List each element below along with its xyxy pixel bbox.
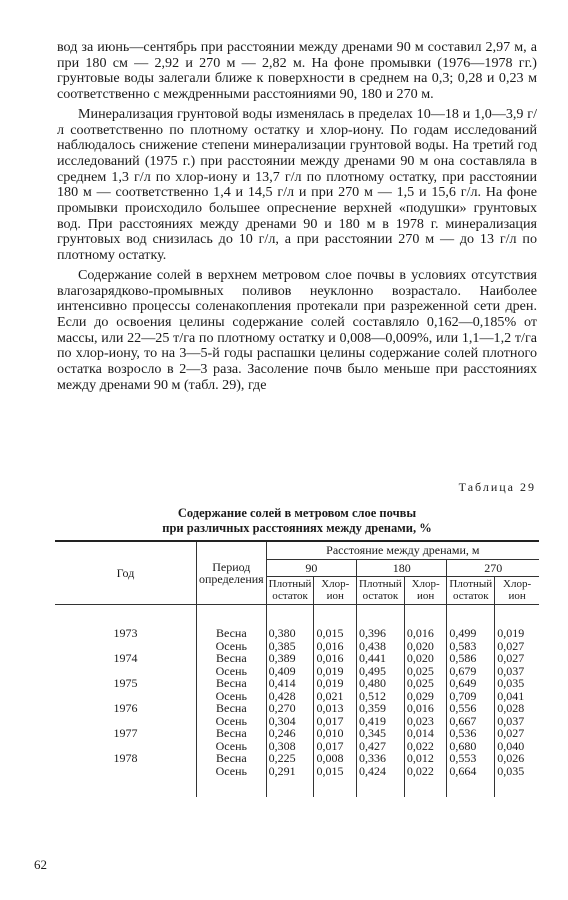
cell-dry-residue: 0,270 — [266, 702, 314, 715]
table-row — [55, 605, 539, 640]
cell-chlorine: 0,037 — [495, 715, 539, 728]
cell-dry-residue: 0,409 — [266, 665, 314, 678]
cell-dry-residue: 0,664 — [447, 765, 495, 798]
cell-chlorine: 0,029 — [404, 690, 447, 703]
cell-dry-residue: 0,680 — [447, 740, 495, 753]
cell-dry-residue: 0,556 — [447, 702, 495, 715]
cell-year: 1973 — [113, 626, 138, 640]
cell-dry-residue: 0,336 — [357, 752, 405, 765]
cell-chlorine: 0,019 — [495, 605, 539, 640]
table-row — [55, 677, 539, 690]
cell-period: Осень — [196, 715, 266, 728]
cell-dry-residue: 0,709 — [447, 690, 495, 703]
table-row — [55, 702, 539, 715]
cell-chlorine: 0,016 — [314, 640, 357, 653]
header-chlorine: Хлор-ион — [495, 577, 539, 605]
cell-dry-residue: 0,304 — [266, 715, 314, 728]
table-header — [55, 541, 539, 605]
cell-dry-residue: 0,359 — [357, 702, 405, 715]
table-row — [55, 727, 539, 740]
cell-dry-residue: 0,427 — [357, 740, 405, 753]
cell-chlorine: 0,021 — [314, 690, 357, 703]
cell-chlorine: 0,015 — [314, 765, 357, 798]
cell-chlorine: 0,035 — [495, 677, 539, 690]
header-dry-residue: Плотный остаток — [266, 577, 314, 605]
cell-chlorine: 0,014 — [404, 727, 447, 740]
cell-chlorine: 0,027 — [495, 640, 539, 653]
cell-chlorine: 0,017 — [314, 740, 357, 753]
cell-dry-residue: 0,649 — [447, 677, 495, 690]
cell-period: Осень — [196, 690, 266, 703]
cell-period: Осень — [196, 640, 266, 653]
cell-dry-residue: 0,389 — [266, 652, 314, 665]
cell-dry-residue: 0,679 — [447, 665, 495, 678]
cell-year: 1974 — [113, 651, 138, 665]
cell-chlorine: 0,017 — [314, 715, 357, 728]
cell-dry-residue: 0,438 — [357, 640, 405, 653]
cell-chlorine: 0,041 — [495, 690, 539, 703]
cell-dry-residue: 0,396 — [357, 605, 405, 640]
header-distance-180: 180 — [357, 559, 447, 577]
cell-chlorine: 0,022 — [404, 740, 447, 753]
cell-chlorine: 0,026 — [495, 752, 539, 765]
cell-period: Весна — [196, 652, 266, 665]
paragraph-salt-content: Содержание солей в верхнем метровом слое почвы в условиях отсутствия влагозарядково-промывных поливов неуклонно возрастало. Наиболее интенсивно процессы соленакопления протекали при разреженной сети дрен. Если до освоения целины содержание солей составляло 0,162—0,185% от массы, или 22—25 т/га по плотному остатку и 0,008—0,009%, или 1,1—1,2 т/га по хлор-иону, то на 3—5-й годы распашки целины содержание солей плотного остатка возросло в 2—3 раза. Засоление почв было меньше при расстояниях между дренами 90 м (табл. 29), где — [57, 266, 537, 393]
cell-period: Осень — [196, 740, 266, 753]
cell-chlorine: 0,019 — [314, 677, 357, 690]
header-dry-residue: Плотный остаток — [357, 577, 405, 605]
cell-dry-residue: 0,246 — [266, 727, 314, 740]
cell-year: 1976 — [113, 701, 138, 715]
cell-dry-residue: 0,419 — [357, 715, 405, 728]
body-text — [57, 40, 537, 393]
cell-dry-residue: 0,291 — [266, 765, 314, 798]
cell-chlorine: 0,027 — [495, 652, 539, 665]
cell-dry-residue: 0,553 — [447, 752, 495, 765]
header-dry-residue: Плотный остаток — [447, 577, 495, 605]
table-row — [55, 765, 539, 798]
header-distance-270: 270 — [447, 559, 539, 577]
cell-chlorine: 0,013 — [314, 702, 357, 715]
cell-year — [55, 765, 196, 798]
cell-dry-residue: 0,667 — [447, 715, 495, 728]
table-caption — [57, 506, 537, 536]
cell-chlorine: 0,027 — [495, 727, 539, 740]
header-distance: Расстояние между дренами, м — [266, 541, 539, 559]
table-number: Таблица 29 — [458, 480, 536, 494]
salt-content-table — [55, 540, 539, 797]
cell-dry-residue: 0,428 — [266, 690, 314, 703]
page-number: 62 — [34, 857, 47, 872]
paragraph-mineralization: Минерализация грунтовой воды изменялась в пределах 10—18 и 1,0—3,9 г/л соответственно по плотному остатку и хлор-иону. По годам исследований наблюдалось снижение степени минерализации грунтовой воды. На третий год исследований (1975 г.) при расстоянии между дренами 90 м она составляла в среднем 1,3 г/л по хлор-иону и 13,7 г/л по плотному остатку, при расстоянии 180 м — соответственно 1,4 и 14,5 г/л и при 270 м — 1,5 и 15,6 г/л. На фоне промывки происходило большее опреснение верхней «подушки» грунтовых вод. При расстояниях между дренами 90 и 180 м в 1978 г. минерализация грунтовых вод снизилась до 10 г/л, а при расстоянии 270 м — до 13 г/л по плотному остатку. — [57, 105, 537, 264]
cell-chlorine: 0,037 — [495, 665, 539, 678]
cell-chlorine: 0,016 — [404, 605, 447, 640]
cell-period: Осень — [196, 765, 266, 798]
cell-chlorine: 0,025 — [404, 665, 447, 678]
cell-dry-residue: 0,586 — [447, 652, 495, 665]
cell-dry-residue: 0,380 — [266, 605, 314, 640]
cell-chlorine: 0,023 — [404, 715, 447, 728]
cell-chlorine: 0,035 — [495, 765, 539, 798]
cell-dry-residue: 0,345 — [357, 727, 405, 740]
paragraph-continued: вод за июнь—сентябрь при расстоянии между дренами 90 м составил 2,97 м, а при 180 см — 2,92 и 270 м — 2,82 м. На фоне промывки (1976—1978 гг.) грунтовые воды залегали ближе к поверхности в среднем на 0,3; 0,28 и 0,23 м соответственно с междренными расстояниями 90, 180 и 270 м. — [57, 39, 537, 103]
cell-year: 1978 — [113, 751, 138, 765]
cell-chlorine: 0,010 — [314, 727, 357, 740]
cell-period: Весна — [196, 677, 266, 690]
cell-period: Весна — [196, 752, 266, 765]
cell-chlorine: 0,015 — [314, 605, 357, 640]
cell-dry-residue: 0,499 — [447, 605, 495, 640]
cell-period: Осень — [196, 665, 266, 678]
cell-period: Весна — [196, 605, 266, 640]
header-period: Период определения — [196, 541, 266, 605]
cell-dry-residue: 0,480 — [357, 677, 405, 690]
cell-dry-residue: 0,424 — [357, 765, 405, 798]
cell-chlorine: 0,020 — [404, 640, 447, 653]
cell-chlorine: 0,040 — [495, 740, 539, 753]
cell-period: Весна — [196, 727, 266, 740]
cell-dry-residue: 0,536 — [447, 727, 495, 740]
cell-dry-residue: 0,308 — [266, 740, 314, 753]
cell-year: 1977 — [113, 726, 138, 740]
cell-dry-residue: 0,583 — [447, 640, 495, 653]
cell-year: 1975 — [113, 676, 138, 690]
header-distance-90: 90 — [266, 559, 356, 577]
cell-dry-residue: 0,495 — [357, 665, 405, 678]
table-caption-line2: при различных расстояниях между дренами, % — [162, 521, 432, 535]
cell-chlorine: 0,020 — [404, 652, 447, 665]
table-row — [55, 752, 539, 765]
cell-dry-residue: 0,225 — [266, 752, 314, 765]
cell-chlorine: 0,012 — [404, 752, 447, 765]
header-chlorine: Хлор-ион — [404, 577, 447, 605]
cell-chlorine: 0,016 — [404, 702, 447, 715]
cell-period: Весна — [196, 702, 266, 715]
cell-dry-residue: 0,441 — [357, 652, 405, 665]
table-caption-line1: Содержание солей в метровом слое почвы — [177, 506, 417, 520]
cell-dry-residue: 0,512 — [357, 690, 405, 703]
cell-chlorine: 0,019 — [314, 665, 357, 678]
table-row — [55, 652, 539, 665]
cell-chlorine: 0,008 — [314, 752, 357, 765]
cell-dry-residue: 0,385 — [266, 640, 314, 653]
header-year: Год — [55, 541, 196, 605]
cell-dry-residue: 0,414 — [266, 677, 314, 690]
cell-chlorine: 0,025 — [404, 677, 447, 690]
header-chlorine: Хлор-ион — [314, 577, 357, 605]
cell-chlorine: 0,016 — [314, 652, 357, 665]
cell-chlorine: 0,022 — [404, 765, 447, 798]
table-body — [55, 605, 539, 798]
cell-chlorine: 0,028 — [495, 702, 539, 715]
